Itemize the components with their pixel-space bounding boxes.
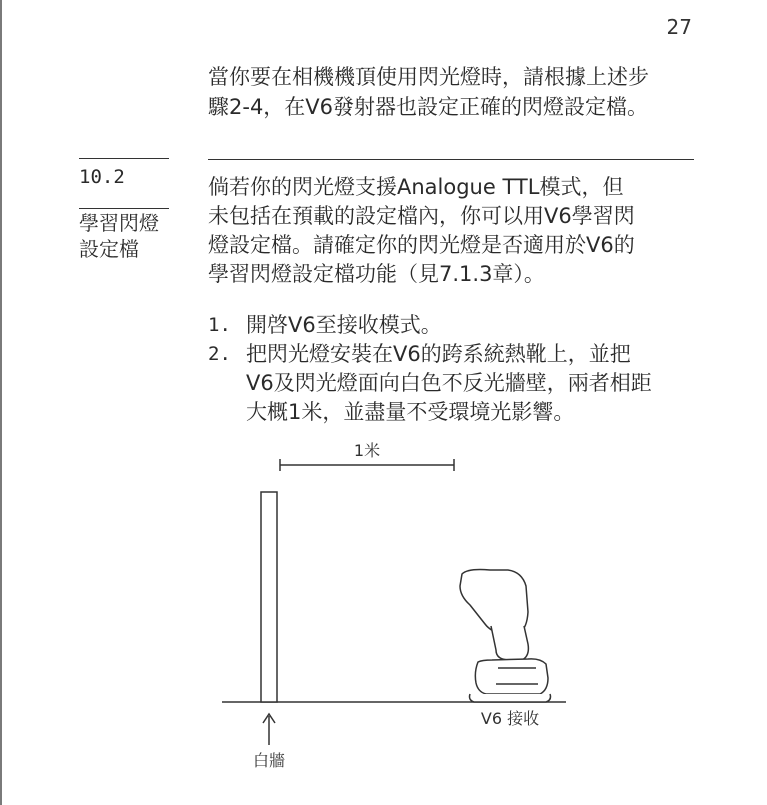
section-title-line: 設定檔 (79, 237, 139, 261)
section-number: 10.2 (79, 166, 125, 188)
wall-arrow-icon (263, 714, 275, 745)
step-line: 開啓V6至接收模式。 (246, 313, 442, 337)
section-title-line: 學習閃燈 (79, 211, 159, 235)
wall-label: 白牆 (252, 751, 286, 770)
intro-line: 驟2-4，在V6發射器也設定正確的閃燈設定檔。 (208, 95, 649, 119)
step-line: 大概1米，並盡量不受環境光影響。 (246, 400, 575, 424)
paragraph-line: 學習閃燈設定檔功能（見7.1.3章）。 (208, 262, 545, 286)
paragraph-line: 未包括在預載的設定檔內，你可以用V6學習閃 (208, 204, 635, 228)
distance-indicator (280, 459, 454, 471)
step-number: 2. (208, 343, 231, 365)
page-number: 27 (666, 15, 692, 39)
flash-unit-icon (460, 570, 551, 703)
distance-label: 1米 (353, 441, 381, 460)
paragraph-line: 燈設定檔。請確定你的閃光燈是否適用於V6的 (208, 233, 635, 257)
step-line: V6及閃光燈面向白色不反光牆壁，兩者相距 (246, 371, 652, 395)
white-wall (261, 492, 277, 702)
paragraph-line: 倘若你的閃光燈支援Analogue TTL模式，但 (208, 175, 624, 199)
receiver-label: V6 接收 (480, 709, 540, 728)
intro-line: 當你要在相機機頂使用閃光燈時，請根據上述步 (208, 65, 649, 89)
step-line: 把閃光燈安裝在V6的跨系統熱靴上，並把 (246, 342, 631, 366)
step-number: 1. (208, 314, 231, 336)
